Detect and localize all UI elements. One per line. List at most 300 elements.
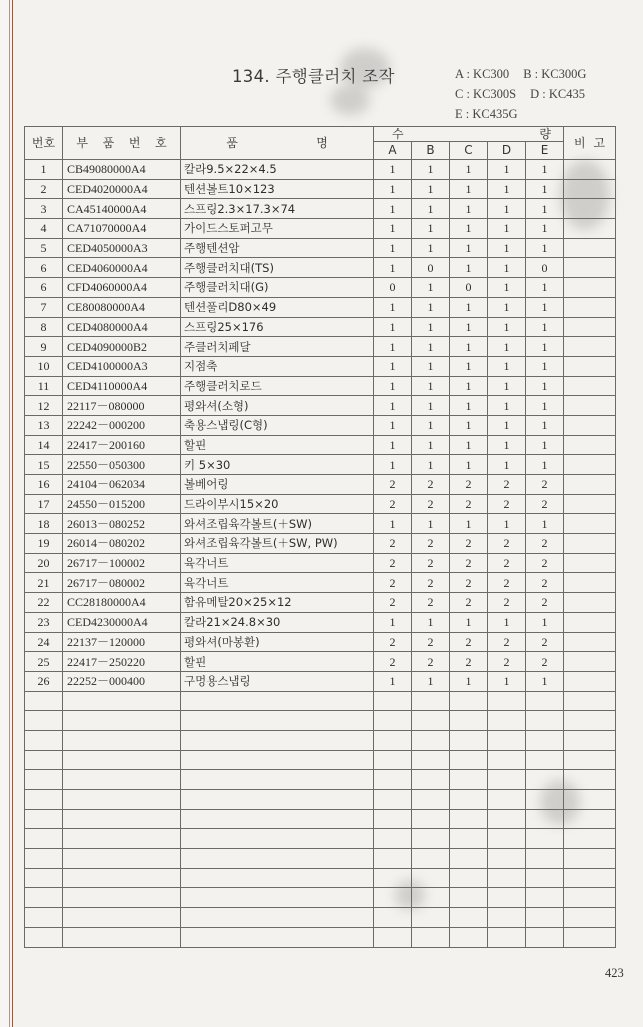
part-name: 지점축 bbox=[181, 356, 374, 376]
qty-a: 1 bbox=[374, 612, 412, 632]
qty-b: 1 bbox=[412, 671, 450, 691]
empty-cell bbox=[25, 849, 63, 869]
empty-cell bbox=[374, 849, 412, 869]
qty-b: 1 bbox=[412, 376, 450, 396]
empty-cell bbox=[488, 730, 526, 750]
row-number: 3 bbox=[25, 199, 63, 219]
part-name: 칼라21×24.8×30 bbox=[181, 612, 374, 632]
qty-a: 1 bbox=[374, 219, 412, 239]
qty-e: 2 bbox=[526, 652, 564, 672]
part-name: 함유메탈20×25×12 bbox=[181, 593, 374, 613]
qty-a: 1 bbox=[374, 415, 412, 435]
part-name: 칼라9.5×22×4.5 bbox=[181, 160, 374, 180]
model-legend bbox=[455, 64, 586, 124]
qty-a: 1 bbox=[374, 179, 412, 199]
qty-e: 2 bbox=[526, 475, 564, 495]
qty-b: 1 bbox=[412, 179, 450, 199]
qty-c: 1 bbox=[450, 455, 488, 475]
qty-c: 2 bbox=[450, 573, 488, 593]
qty-e: 1 bbox=[526, 455, 564, 475]
part-number: 24104－062034 bbox=[63, 475, 181, 495]
empty-cell bbox=[526, 927, 564, 947]
table-row bbox=[25, 219, 616, 239]
empty-cell bbox=[374, 829, 412, 849]
empty-row bbox=[25, 908, 616, 928]
header-part-no-char: 호 bbox=[155, 136, 167, 150]
empty-cell bbox=[25, 927, 63, 947]
qty-e: 1 bbox=[526, 179, 564, 199]
table-row bbox=[25, 179, 616, 199]
empty-cell bbox=[181, 849, 374, 869]
qty-b: 2 bbox=[412, 652, 450, 672]
empty-cell bbox=[412, 711, 450, 731]
header-model-e: E bbox=[526, 142, 564, 160]
part-name: 키 5×30 bbox=[181, 455, 374, 475]
empty-cell bbox=[450, 770, 488, 790]
qty-b: 1 bbox=[412, 238, 450, 258]
qty-e: 1 bbox=[526, 415, 564, 435]
empty-cell bbox=[374, 888, 412, 908]
qty-d: 2 bbox=[488, 632, 526, 652]
part-number: 26013－080252 bbox=[63, 514, 181, 534]
parts-table bbox=[24, 126, 616, 948]
empty-cell bbox=[526, 790, 564, 810]
table-row bbox=[25, 376, 616, 396]
table-row bbox=[25, 534, 616, 554]
empty-cell bbox=[488, 908, 526, 928]
part-number: CB49080000A4 bbox=[63, 160, 181, 180]
empty-cell bbox=[63, 730, 181, 750]
empty-cell bbox=[25, 730, 63, 750]
table-row bbox=[25, 593, 616, 613]
qty-a: 1 bbox=[374, 376, 412, 396]
remarks-cell bbox=[564, 356, 616, 376]
empty-cell bbox=[450, 868, 488, 888]
qty-c: 2 bbox=[450, 652, 488, 672]
qty-d: 1 bbox=[488, 356, 526, 376]
qty-d: 1 bbox=[488, 238, 526, 258]
header-remarks-char: 비 bbox=[573, 136, 586, 150]
remarks-cell bbox=[564, 219, 616, 239]
empty-cell bbox=[181, 908, 374, 928]
qty-b: 1 bbox=[412, 612, 450, 632]
qty-a: 1 bbox=[374, 396, 412, 416]
header-remarks-char: 고 bbox=[593, 136, 606, 150]
empty-cell bbox=[488, 790, 526, 810]
qty-a: 1 bbox=[374, 455, 412, 475]
qty-b: 1 bbox=[412, 435, 450, 455]
row-number: 7 bbox=[25, 297, 63, 317]
empty-row bbox=[25, 868, 616, 888]
part-name: 텐션볼트10×123 bbox=[181, 179, 374, 199]
part-name: 육각너트 bbox=[181, 573, 374, 593]
part-name: 주클러치페달 bbox=[181, 337, 374, 357]
empty-cell bbox=[450, 691, 488, 711]
qty-a: 2 bbox=[374, 475, 412, 495]
row-number: 17 bbox=[25, 494, 63, 514]
empty-cell bbox=[181, 868, 374, 888]
part-number: 26014－080202 bbox=[63, 534, 181, 554]
empty-cell bbox=[25, 711, 63, 731]
empty-cell bbox=[181, 829, 374, 849]
remarks-cell bbox=[564, 396, 616, 416]
model-legend-row bbox=[455, 84, 586, 104]
table-row bbox=[25, 356, 616, 376]
qty-d: 1 bbox=[488, 612, 526, 632]
part-number: CED4020000A4 bbox=[63, 179, 181, 199]
qty-b: 1 bbox=[412, 297, 450, 317]
empty-cell bbox=[526, 711, 564, 731]
page-binding-edge bbox=[0, 0, 10, 1027]
part-name: 평와셔(마봉환) bbox=[181, 632, 374, 652]
remarks-cell bbox=[564, 652, 616, 672]
empty-cell bbox=[374, 809, 412, 829]
qty-d: 1 bbox=[488, 376, 526, 396]
remarks-cell bbox=[564, 612, 616, 632]
part-number: CA71070000A4 bbox=[63, 219, 181, 239]
qty-c: 1 bbox=[450, 317, 488, 337]
qty-e: 2 bbox=[526, 573, 564, 593]
empty-row bbox=[25, 809, 616, 829]
qty-c: 2 bbox=[450, 475, 488, 495]
header-model-d: D bbox=[488, 142, 526, 160]
header-name-char: 품 bbox=[226, 136, 238, 150]
empty-cell bbox=[63, 711, 181, 731]
qty-e: 1 bbox=[526, 612, 564, 632]
part-name: 스프링2.3×17.3×74 bbox=[181, 199, 374, 219]
model-legend-item: E : KC435G bbox=[455, 107, 518, 121]
empty-cell bbox=[63, 770, 181, 790]
qty-d: 1 bbox=[488, 219, 526, 239]
qty-d: 1 bbox=[488, 199, 526, 219]
part-number: 26717－100002 bbox=[63, 553, 181, 573]
qty-c: 2 bbox=[450, 553, 488, 573]
qty-e: 1 bbox=[526, 356, 564, 376]
part-number: CED4100000A3 bbox=[63, 356, 181, 376]
qty-d: 1 bbox=[488, 317, 526, 337]
row-number: 18 bbox=[25, 514, 63, 534]
empty-cell bbox=[412, 770, 450, 790]
empty-row bbox=[25, 829, 616, 849]
qty-a: 2 bbox=[374, 494, 412, 514]
table-row bbox=[25, 337, 616, 357]
empty-cell bbox=[374, 927, 412, 947]
empty-cell bbox=[63, 829, 181, 849]
empty-row bbox=[25, 790, 616, 810]
qty-a: 1 bbox=[374, 337, 412, 357]
empty-cell bbox=[25, 691, 63, 711]
row-number: 11 bbox=[25, 376, 63, 396]
header-model-b: B bbox=[412, 142, 450, 160]
qty-d: 2 bbox=[488, 475, 526, 495]
header-part-no-char: 부 bbox=[76, 136, 88, 150]
empty-cell bbox=[181, 691, 374, 711]
row-number: 1 bbox=[25, 160, 63, 180]
empty-cell bbox=[450, 750, 488, 770]
empty-cell bbox=[25, 790, 63, 810]
empty-cell bbox=[412, 730, 450, 750]
qty-c: 1 bbox=[450, 435, 488, 455]
row-number: 9 bbox=[25, 337, 63, 357]
part-number: CA45140000A4 bbox=[63, 199, 181, 219]
qty-e: 1 bbox=[526, 671, 564, 691]
qty-a: 1 bbox=[374, 514, 412, 534]
qty-c: 1 bbox=[450, 671, 488, 691]
table-row bbox=[25, 278, 616, 298]
qty-b: 1 bbox=[412, 317, 450, 337]
part-name: 와셔조립육각볼트(＋SW) bbox=[181, 514, 374, 534]
empty-cell bbox=[450, 829, 488, 849]
qty-b: 2 bbox=[412, 593, 450, 613]
row-number: 4 bbox=[25, 219, 63, 239]
qty-b: 1 bbox=[412, 199, 450, 219]
qty-d: 1 bbox=[488, 415, 526, 435]
empty-cell bbox=[488, 829, 526, 849]
empty-cell bbox=[412, 908, 450, 928]
qty-c: 1 bbox=[450, 376, 488, 396]
empty-cell bbox=[374, 770, 412, 790]
qty-e: 1 bbox=[526, 514, 564, 534]
qty-e: 2 bbox=[526, 534, 564, 554]
qty-c: 1 bbox=[450, 415, 488, 435]
row-number: 2 bbox=[25, 179, 63, 199]
qty-a: 2 bbox=[374, 593, 412, 613]
empty-cell bbox=[450, 849, 488, 869]
qty-a: 2 bbox=[374, 652, 412, 672]
empty-cell bbox=[374, 691, 412, 711]
part-number: CED4060000A4 bbox=[63, 258, 181, 278]
table-row bbox=[25, 652, 616, 672]
qty-d: 1 bbox=[488, 514, 526, 534]
empty-cell bbox=[374, 790, 412, 810]
empty-cell bbox=[181, 809, 374, 829]
empty-cell bbox=[25, 809, 63, 829]
row-number: 15 bbox=[25, 455, 63, 475]
part-name: 와셔조립육각볼트(＋SW, PW) bbox=[181, 534, 374, 554]
empty-cell bbox=[181, 790, 374, 810]
qty-c: 1 bbox=[450, 337, 488, 357]
empty-cell bbox=[526, 691, 564, 711]
remarks-cell bbox=[564, 238, 616, 258]
remarks-cell bbox=[564, 415, 616, 435]
qty-c: 1 bbox=[450, 160, 488, 180]
remarks-cell bbox=[564, 376, 616, 396]
header-no: 번호 bbox=[25, 127, 63, 160]
part-number: CE80080000A4 bbox=[63, 297, 181, 317]
model-legend-item: B : KC300G bbox=[523, 67, 587, 81]
remarks-cell bbox=[564, 573, 616, 593]
remarks-cell bbox=[564, 553, 616, 573]
remarks-cell bbox=[564, 534, 616, 554]
empty-cell bbox=[374, 711, 412, 731]
empty-cell bbox=[526, 849, 564, 869]
empty-cell bbox=[488, 888, 526, 908]
remarks-cell bbox=[564, 337, 616, 357]
part-name: 구멍용스냅링 bbox=[181, 671, 374, 691]
empty-cell bbox=[412, 927, 450, 947]
qty-c: 2 bbox=[450, 534, 488, 554]
empty-cell bbox=[374, 868, 412, 888]
qty-e: 2 bbox=[526, 494, 564, 514]
qty-e: 2 bbox=[526, 553, 564, 573]
qty-b: 2 bbox=[412, 553, 450, 573]
qty-b: 1 bbox=[412, 337, 450, 357]
qty-e: 1 bbox=[526, 317, 564, 337]
qty-e: 1 bbox=[526, 278, 564, 298]
binding-rule bbox=[12, 0, 13, 1027]
empty-cell bbox=[488, 927, 526, 947]
qty-b: 2 bbox=[412, 573, 450, 593]
table-row bbox=[25, 415, 616, 435]
model-legend-item: A : KC300 bbox=[455, 67, 510, 81]
empty-row bbox=[25, 711, 616, 731]
remarks-cell bbox=[564, 455, 616, 475]
qty-a: 2 bbox=[374, 553, 412, 573]
part-number: 22550－050300 bbox=[63, 455, 181, 475]
part-name: 평와셔(소형) bbox=[181, 396, 374, 416]
qty-a: 1 bbox=[374, 317, 412, 337]
empty-cell bbox=[488, 770, 526, 790]
remarks-cell bbox=[564, 475, 616, 495]
model-legend-row bbox=[455, 64, 586, 84]
part-number: CED4050000A3 bbox=[63, 238, 181, 258]
empty-cell bbox=[25, 868, 63, 888]
remarks-cell bbox=[564, 494, 616, 514]
qty-c: 0 bbox=[450, 278, 488, 298]
page-number: 423 bbox=[605, 966, 624, 980]
qty-b: 1 bbox=[412, 455, 450, 475]
qty-b: 2 bbox=[412, 494, 450, 514]
header-part-no-char: 품 bbox=[102, 136, 115, 150]
empty-cell bbox=[412, 888, 450, 908]
table-row bbox=[25, 160, 616, 180]
qty-c: 1 bbox=[450, 297, 488, 317]
empty-cell bbox=[564, 770, 616, 790]
row-number: 25 bbox=[25, 652, 63, 672]
empty-cell bbox=[564, 790, 616, 810]
row-number: 5 bbox=[25, 238, 63, 258]
qty-a: 1 bbox=[374, 238, 412, 258]
qty-b: 2 bbox=[412, 534, 450, 554]
empty-cell bbox=[488, 711, 526, 731]
empty-cell bbox=[412, 750, 450, 770]
qty-e: 1 bbox=[526, 396, 564, 416]
empty-cell bbox=[564, 927, 616, 947]
part-number: 22242－000200 bbox=[63, 415, 181, 435]
table-row bbox=[25, 573, 616, 593]
empty-cell bbox=[526, 750, 564, 770]
qty-b: 1 bbox=[412, 219, 450, 239]
qty-d: 2 bbox=[488, 553, 526, 573]
qty-e: 1 bbox=[526, 337, 564, 357]
empty-cell bbox=[25, 770, 63, 790]
model-legend-item: D : KC435 bbox=[530, 87, 586, 101]
qty-b: 2 bbox=[412, 475, 450, 495]
part-number: 22117－080000 bbox=[63, 396, 181, 416]
qty-e: 1 bbox=[526, 435, 564, 455]
part-name: 육각너트 bbox=[181, 553, 374, 573]
empty-cell bbox=[488, 691, 526, 711]
table-row bbox=[25, 238, 616, 258]
table-row bbox=[25, 435, 616, 455]
empty-cell bbox=[412, 809, 450, 829]
header-part-no-char: 번 bbox=[128, 136, 141, 150]
remarks-cell bbox=[564, 179, 616, 199]
row-number: 10 bbox=[25, 356, 63, 376]
empty-cell bbox=[181, 770, 374, 790]
qty-e: 0 bbox=[526, 258, 564, 278]
qty-b: 0 bbox=[412, 258, 450, 278]
part-number: CED4110000A4 bbox=[63, 376, 181, 396]
empty-cell bbox=[564, 868, 616, 888]
qty-b: 1 bbox=[412, 356, 450, 376]
part-name: 할핀 bbox=[181, 435, 374, 455]
empty-row bbox=[25, 888, 616, 908]
qty-c: 1 bbox=[450, 219, 488, 239]
qty-c: 2 bbox=[450, 632, 488, 652]
header-model-a: A bbox=[374, 142, 412, 160]
qty-a: 1 bbox=[374, 435, 412, 455]
qty-a: 0 bbox=[374, 278, 412, 298]
table-row bbox=[25, 317, 616, 337]
empty-cell bbox=[412, 829, 450, 849]
row-number: 21 bbox=[25, 573, 63, 593]
qty-a: 2 bbox=[374, 573, 412, 593]
qty-b: 2 bbox=[412, 632, 450, 652]
empty-cell bbox=[412, 691, 450, 711]
qty-b: 1 bbox=[412, 160, 450, 180]
qty-e: 1 bbox=[526, 219, 564, 239]
qty-e: 1 bbox=[526, 297, 564, 317]
part-name: 드라이부시15×20 bbox=[181, 494, 374, 514]
part-name: 할핀 bbox=[181, 652, 374, 672]
table-row bbox=[25, 199, 616, 219]
empty-cell bbox=[526, 908, 564, 928]
part-name: 주행텐션암 bbox=[181, 238, 374, 258]
part-number: 22417－200160 bbox=[63, 435, 181, 455]
empty-cell bbox=[181, 888, 374, 908]
qty-d: 1 bbox=[488, 337, 526, 357]
row-number: 19 bbox=[25, 534, 63, 554]
part-name: 볼베어링 bbox=[181, 475, 374, 495]
header-qty-char: 수 bbox=[392, 127, 404, 141]
header-name-char: 명 bbox=[316, 136, 328, 150]
qty-d: 1 bbox=[488, 278, 526, 298]
header-qty bbox=[374, 127, 564, 142]
table-row bbox=[25, 475, 616, 495]
qty-c: 1 bbox=[450, 179, 488, 199]
qty-d: 2 bbox=[488, 573, 526, 593]
empty-cell bbox=[374, 908, 412, 928]
empty-row bbox=[25, 750, 616, 770]
row-number: 22 bbox=[25, 593, 63, 613]
part-number: CED4230000A4 bbox=[63, 612, 181, 632]
row-number: 23 bbox=[25, 612, 63, 632]
qty-d: 2 bbox=[488, 652, 526, 672]
remarks-cell bbox=[564, 435, 616, 455]
qty-e: 2 bbox=[526, 632, 564, 652]
empty-cell bbox=[412, 868, 450, 888]
empty-cell bbox=[63, 927, 181, 947]
empty-cell bbox=[488, 868, 526, 888]
remarks-cell bbox=[564, 317, 616, 337]
qty-d: 1 bbox=[488, 435, 526, 455]
header-name bbox=[181, 127, 374, 160]
qty-e: 1 bbox=[526, 238, 564, 258]
qty-d: 1 bbox=[488, 160, 526, 180]
qty-d: 1 bbox=[488, 297, 526, 317]
part-name: 주행클러치로드 bbox=[181, 376, 374, 396]
